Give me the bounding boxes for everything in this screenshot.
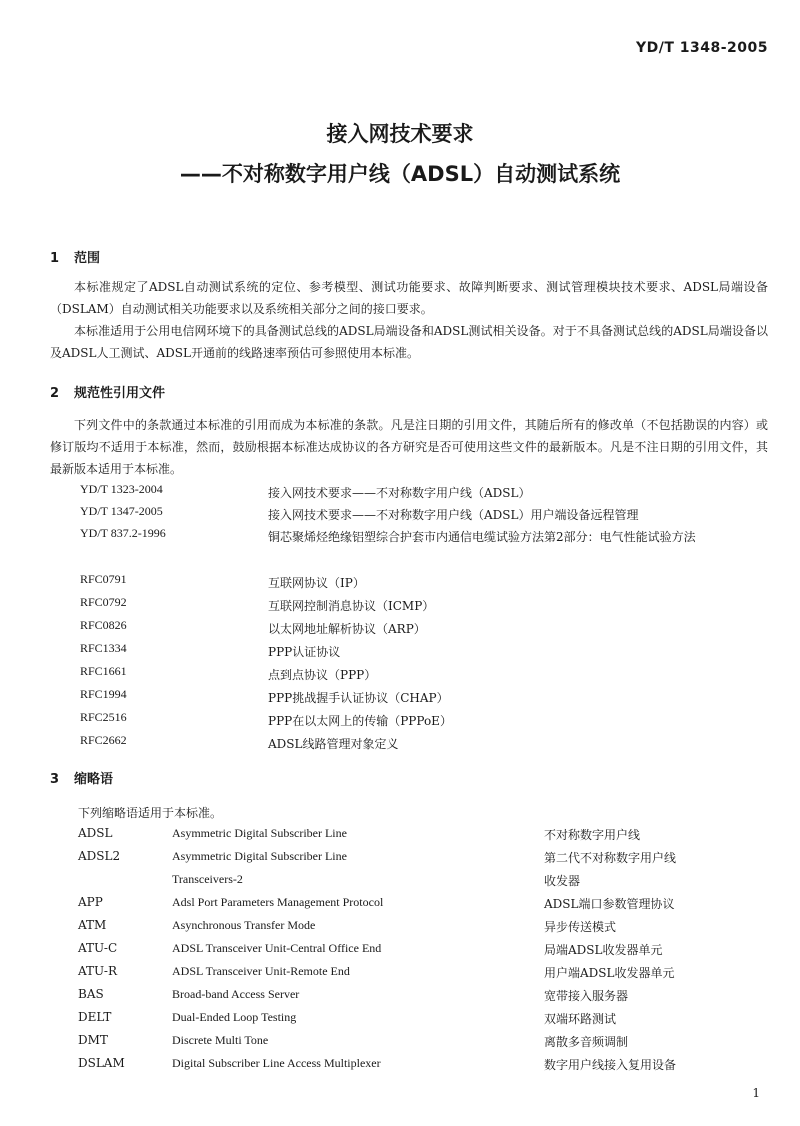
reference-row: [80, 687, 760, 709]
reference-row: [80, 504, 760, 526]
page-number: 1: [752, 1086, 760, 1100]
abbreviation-code: ADSL: [78, 826, 113, 840]
abbreviation-code: DMT: [78, 1033, 108, 1047]
abbreviation-code: BAS: [78, 987, 104, 1001]
abbreviation-code: APP: [78, 895, 103, 909]
reference-code: RFC1661: [80, 664, 127, 678]
abbreviation-english: Dual-Ended Loop Testing: [172, 1010, 297, 1024]
abbreviation-row: [78, 895, 768, 917]
abbreviation-row: [78, 918, 768, 940]
reference-row: [80, 595, 760, 617]
reference-code: RFC0791: [80, 572, 127, 586]
reference-title: PPP在以太网上的传输（PPPoE）: [268, 714, 452, 728]
abbreviation-chinese: 不对称数字用户线: [544, 828, 641, 842]
reference-row: [80, 733, 760, 755]
reference-code: RFC2662: [80, 733, 127, 747]
section-title: 规范性引用文件: [74, 386, 166, 401]
reference-row: [80, 710, 760, 732]
abbreviation-code: DSLAM: [78, 1056, 125, 1070]
reference-title: 点到点协议（PPP）: [268, 668, 377, 682]
reference-title: ADSL线路管理对象定义: [268, 737, 399, 751]
abbreviation-code: ATU-R: [78, 964, 118, 978]
reference-title: 铜芯聚烯烃绝缘铝塑综合护套市内通信电缆试验方法第2部分：电气性能试验方法: [268, 530, 696, 544]
abbreviation-row: [78, 964, 768, 986]
abbreviation-row: [78, 872, 768, 894]
section-number: 3: [50, 772, 60, 787]
reference-title: PPP挑战握手认证协议（CHAP）: [268, 691, 449, 705]
reference-title: 接入网技术要求——不对称数字用户线（ADSL）用户端设备远程管理: [268, 508, 639, 522]
reference-code: RFC0792: [80, 595, 127, 609]
abbreviation-chinese: 数字用户线接入复用设备: [544, 1058, 677, 1072]
section-title: 缩略语: [74, 772, 114, 787]
reference-code: YD/T 1347-2005: [80, 504, 163, 518]
reference-row: [80, 482, 760, 504]
abbreviation-english: Transceivers-2: [172, 872, 243, 886]
abbreviation-chinese: 异步传送模式: [544, 920, 617, 934]
reference-row: [80, 664, 760, 686]
document-title: 接入网技术要求: [326, 122, 474, 146]
reference-title: 互联网协议（IP）: [268, 576, 365, 590]
abbreviation-english: Asynchronous Transfer Mode: [172, 918, 316, 932]
abbreviation-code: ATU-C: [78, 941, 118, 955]
section-heading-scope: [50, 247, 100, 266]
section-number: 2: [50, 386, 60, 401]
abbreviation-chinese: 第二代不对称数字用户线: [544, 851, 677, 865]
section-heading-abbreviations: [50, 768, 113, 787]
reference-row: [80, 572, 760, 594]
abbreviation-english: ADSL Transceiver Unit-Central Office End: [172, 941, 382, 955]
abbreviation-chinese: 宽带接入服务器: [544, 989, 629, 1003]
section-title: 范围: [74, 251, 101, 266]
abbreviation-row: [78, 826, 768, 848]
abbreviation-chinese: 用户端ADSL收发器单元: [544, 966, 675, 980]
abbreviation-chinese: 局端ADSL收发器单元: [544, 943, 663, 957]
abbreviation-row: [78, 1010, 768, 1032]
references-intro: 下列文件中的条款通过本标准的引用而成为本标准的条款。凡是注日期的引用文件，其随后所有的修改单（不包括勘误的内容）或修订版均不适用于本标准，然而，鼓励根据本标准达成协议的各方研究是否可使用这些文件的最新版本。凡是不注日期的引用文件，其最新版本适用于本标准。: [50, 418, 768, 476]
abbreviation-english: Adsl Port Parameters Management Protocol: [172, 895, 384, 909]
abbreviation-row: [78, 941, 768, 963]
abbreviation-chinese: 收发器: [544, 874, 581, 888]
scope-paragraph-2: 本标准适用于公用电信网环境下的具备测试总线的ADSL局端设备和ADSL测试相关设备。对于不具备测试总线的ADSL局端设备以及ADSL人工测试、ADSL开通前的线路速率预估可参照使用本标准。: [50, 324, 768, 360]
abbreviation-row: [78, 849, 768, 871]
abbreviation-english: Digital Subscriber Line Access Multiplexer: [172, 1056, 381, 1070]
reference-code: YD/T 837.2-1996: [80, 526, 166, 540]
abbreviation-english: Discrete Multi Tone: [172, 1033, 269, 1047]
abbreviation-row: [78, 1056, 768, 1078]
abbreviation-code: DELT: [78, 1010, 112, 1024]
standard-number: YD/T 1348-2005: [635, 40, 768, 56]
reference-title: 接入网技术要求——不对称数字用户线（ADSL）: [268, 486, 531, 500]
section-heading-normative-references: [50, 382, 165, 401]
document-subtitle: ——不对称数字用户线（ADSL）自动测试系统: [179, 162, 621, 186]
reference-code: YD/T 1323-2004: [80, 482, 163, 496]
abbreviation-chinese: ADSL端口参数管理协议: [544, 897, 675, 911]
abbreviation-english: Asymmetric Digital Subscriber Line: [172, 826, 347, 840]
reference-code: RFC2516: [80, 710, 127, 724]
abbreviation-code: ATM: [78, 918, 107, 932]
abbreviation-chinese: 离散多音频调制: [544, 1035, 629, 1049]
scope-paragraph-1: 本标准规定了ADSL自动测试系统的定位、参考模型、测试功能要求、故障判断要求、测试管理模块技术要求、ADSL局端设备（DSLAM）自动测试相关功能要求以及系统相关部分之间的接口要求。: [50, 280, 768, 316]
reference-title: 互联网控制消息协议（ICMP）: [268, 599, 435, 613]
abbreviation-english: ADSL Transceiver Unit-Remote End: [172, 964, 350, 978]
reference-title: PPP认证协议: [268, 645, 341, 659]
abbreviation-row: [78, 987, 768, 1009]
abbreviation-chinese: 双端环路测试: [544, 1012, 617, 1026]
reference-row: [80, 641, 760, 663]
abbreviation-english: Asymmetric Digital Subscriber Line: [172, 849, 347, 863]
reference-row: [80, 618, 760, 640]
section-number: 1: [50, 251, 60, 266]
reference-code: RFC1994: [80, 687, 127, 701]
reference-code: RFC1334: [80, 641, 127, 655]
reference-row: [80, 526, 760, 570]
abbreviation-row: [78, 1033, 768, 1055]
abbreviation-english: Broad-band Access Server: [172, 987, 300, 1001]
reference-code: RFC0826: [80, 618, 127, 632]
reference-title: 以太网地址解析协议（ARP）: [268, 622, 426, 636]
abbreviations-intro: 下列缩略语适用于本标准。: [78, 806, 223, 820]
abbreviation-code: ADSL2: [78, 849, 121, 863]
